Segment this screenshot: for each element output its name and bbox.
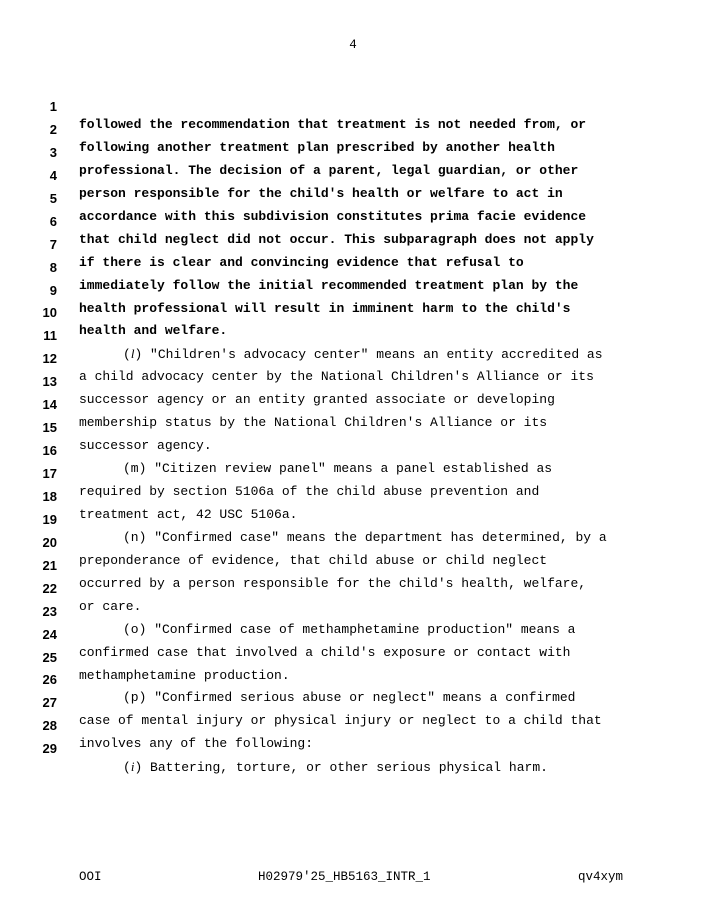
line-number: 28 bbox=[42, 718, 57, 734]
line-text: treatment act, 42 USC 5106a. bbox=[79, 506, 298, 522]
line-text: if there is clear and convincing evidence that refusal to bbox=[79, 254, 524, 270]
line-number: 23 bbox=[42, 603, 57, 619]
line-8 bbox=[0, 240, 706, 293]
line-text: involves any of the following: bbox=[79, 736, 314, 752]
line-5 bbox=[0, 171, 706, 224]
bill-text-body bbox=[0, 79, 706, 776]
line-text: professional. The decision of a parent, legal guardian, or other bbox=[79, 162, 579, 178]
paragraph-label-close: ) bbox=[134, 760, 143, 776]
line-text: preponderance of evidence, that child abuse or child neglect bbox=[79, 552, 548, 568]
line-number: 21 bbox=[42, 557, 57, 573]
line-text: accordance with this subdivision constitutes prima facie evidence bbox=[79, 208, 587, 224]
line-number: 10 bbox=[42, 305, 57, 321]
line-number: 19 bbox=[42, 511, 57, 527]
line-number: 16 bbox=[42, 443, 57, 459]
line-text bbox=[123, 757, 548, 778]
line-number: 3 bbox=[49, 144, 57, 160]
line-4 bbox=[0, 148, 706, 201]
line-text: confirmed case that involved a child's exposure or contact with bbox=[79, 644, 571, 660]
paragraph-label-open: ( bbox=[123, 347, 131, 363]
line-7 bbox=[0, 217, 706, 270]
line-number: 2 bbox=[49, 121, 57, 137]
line-text: that child neglect did not occur. This subparagraph does not apply bbox=[79, 231, 594, 247]
line-number: 8 bbox=[49, 259, 57, 275]
line-text: health professional will result in imminent harm to the child's bbox=[79, 300, 571, 316]
paragraph-label-letter: l bbox=[130, 346, 135, 362]
line-text: required by section 5106a of the child abuse prevention and bbox=[79, 484, 540, 499]
footer-document-id: H02979'25_HB5163_INTR_1 bbox=[258, 870, 431, 884]
line-number: 27 bbox=[42, 695, 57, 711]
line-number: 7 bbox=[49, 236, 57, 252]
line-text: or care. bbox=[79, 598, 142, 614]
line-number: 24 bbox=[42, 626, 57, 642]
line-number: 22 bbox=[42, 580, 57, 596]
line-6 bbox=[0, 194, 706, 247]
line-text: methamphetamine production. bbox=[79, 667, 290, 683]
line-text: a child advocacy center by the National Children's Alliance or its bbox=[79, 369, 594, 385]
line-text: occurred by a person responsible for the child's health, welfare, bbox=[79, 575, 587, 591]
line-text: followed the recommendation that treatment is not needed from, or bbox=[79, 117, 587, 132]
line-number: 4 bbox=[49, 167, 57, 183]
line-text: health and welfare. bbox=[79, 323, 228, 339]
paragraph-label-letter: i bbox=[130, 759, 135, 775]
line-number: 6 bbox=[49, 213, 57, 229]
line-number: 17 bbox=[42, 466, 57, 481]
paragraph-label-open: ( bbox=[123, 760, 131, 776]
line-2 bbox=[0, 102, 706, 155]
line-number: 29 bbox=[42, 741, 57, 757]
footer-drafter-code: OOI bbox=[79, 870, 102, 884]
line-text: (o) "Confirmed case of methamphetamine production" means a bbox=[123, 621, 576, 637]
line-number: 13 bbox=[42, 374, 57, 390]
line-text: immediately follow the initial recommended treatment plan by the bbox=[79, 277, 579, 293]
line-text: (p) "Confirmed serious abuse or neglect" means a confirmed bbox=[123, 690, 576, 706]
line-number: 11 bbox=[43, 328, 57, 344]
line-number: 25 bbox=[42, 649, 57, 665]
line-number: 14 bbox=[42, 397, 57, 413]
page-number: 4 bbox=[349, 38, 357, 52]
line-number: 20 bbox=[42, 534, 57, 550]
line-number: 18 bbox=[42, 488, 57, 504]
line-text-body: Battering, torture, or other serious physical harm. bbox=[142, 760, 548, 776]
line-text: successor agency. bbox=[79, 438, 212, 454]
line-text: membership status by the National Children's Alliance or its bbox=[79, 415, 548, 431]
line-text: case of mental injury or physical injury or neglect to a child that bbox=[79, 713, 602, 729]
footer-version-code: qv4xym bbox=[578, 870, 624, 884]
line-1 bbox=[0, 79, 706, 132]
line-number: 1 bbox=[49, 99, 57, 114]
line-number: 26 bbox=[42, 672, 57, 688]
line-text: person responsible for the child's health or welfare to act in bbox=[79, 185, 563, 201]
line-number: 9 bbox=[49, 282, 57, 298]
line-text: (n) "Confirmed case" means the department has determined, by a bbox=[123, 529, 607, 545]
line-text: successor agency or an entity granted associate or developing bbox=[79, 392, 555, 408]
line-number: 12 bbox=[42, 351, 57, 367]
line-number: 5 bbox=[49, 190, 57, 206]
line-text-body: "Children's advocacy center" means an entity accredited as bbox=[142, 347, 603, 363]
line-29 bbox=[0, 721, 706, 776]
line-number: 15 bbox=[42, 420, 57, 436]
line-3 bbox=[0, 125, 706, 178]
line-text: following another treatment plan prescribed by another health bbox=[79, 139, 555, 155]
line-text: (m) "Citizen review panel" means a panel established as bbox=[123, 461, 553, 477]
paragraph-label-close: ) bbox=[134, 347, 143, 363]
